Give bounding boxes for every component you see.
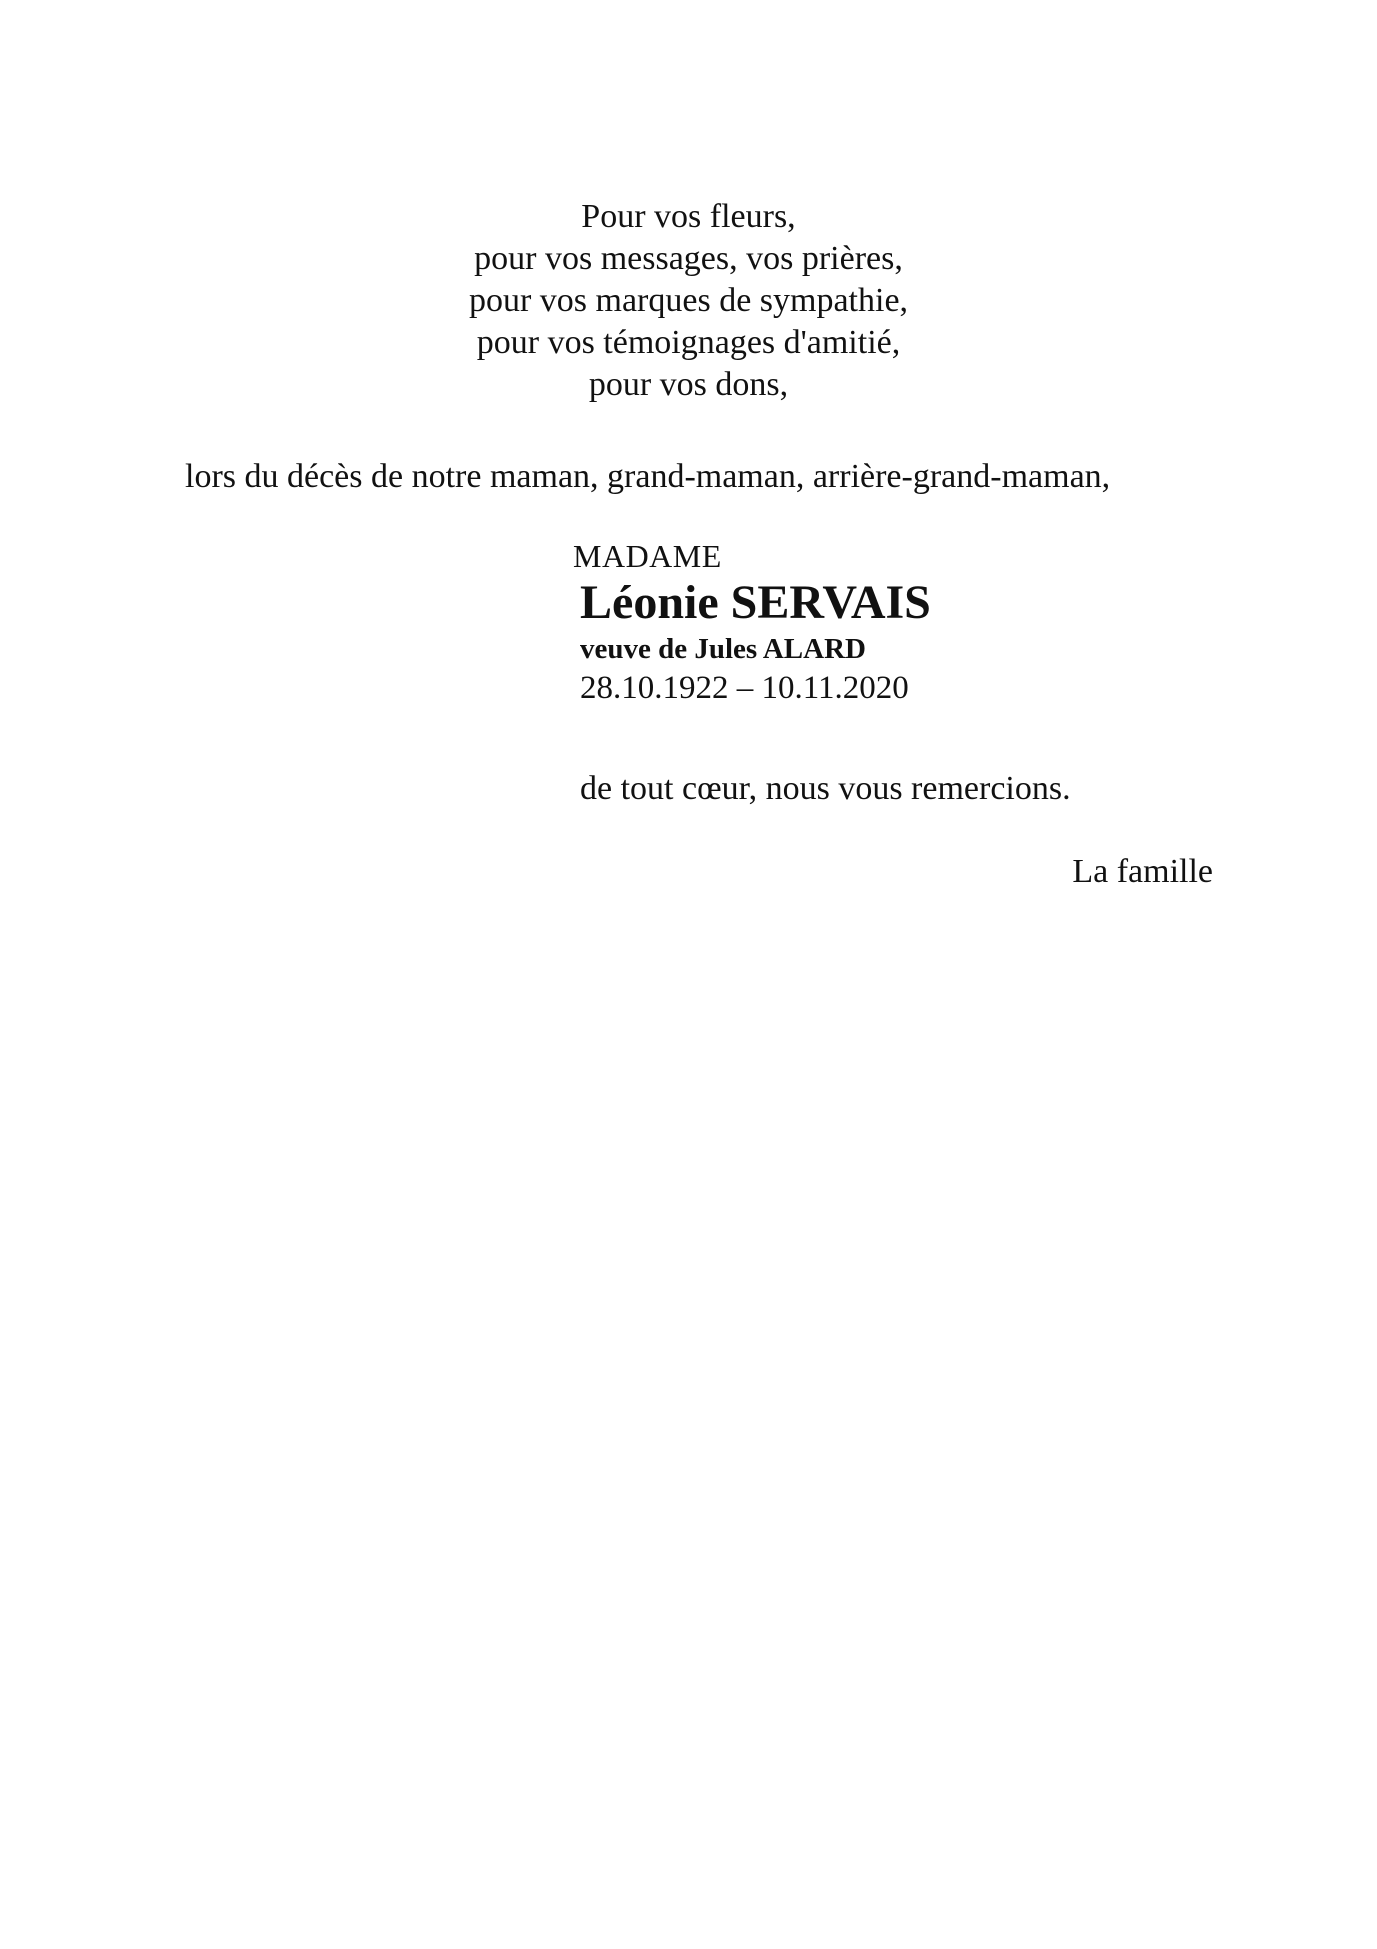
thanks-paragraph [0,196,1377,406]
honoree-widow-of: veuve de Jules ALARD [580,633,866,665]
honoree-title: MADAME [573,538,722,574]
occasion-line: lors du décès de notre maman, grand-maman, arrière-grand-maman, [185,458,1111,495]
honoree-block [573,537,931,709]
closing-line: de tout cœur, nous vous remercions. [580,770,1071,807]
thanks-line: pour vos messages, vos prières, [474,240,903,277]
signature: La famille [1072,853,1213,890]
honoree-name: Léonie SERVAIS [580,576,931,629]
honoree-dates: 28.10.1922 – 10.11.2020 [580,670,909,706]
thanks-line: pour vos témoignages d'amitié, [476,324,901,361]
thanks-line: pour vos marques de sympathie, [468,282,909,319]
thanks-line: pour vos dons, [588,366,789,403]
thanks-line: Pour vos fleurs, [581,198,796,235]
